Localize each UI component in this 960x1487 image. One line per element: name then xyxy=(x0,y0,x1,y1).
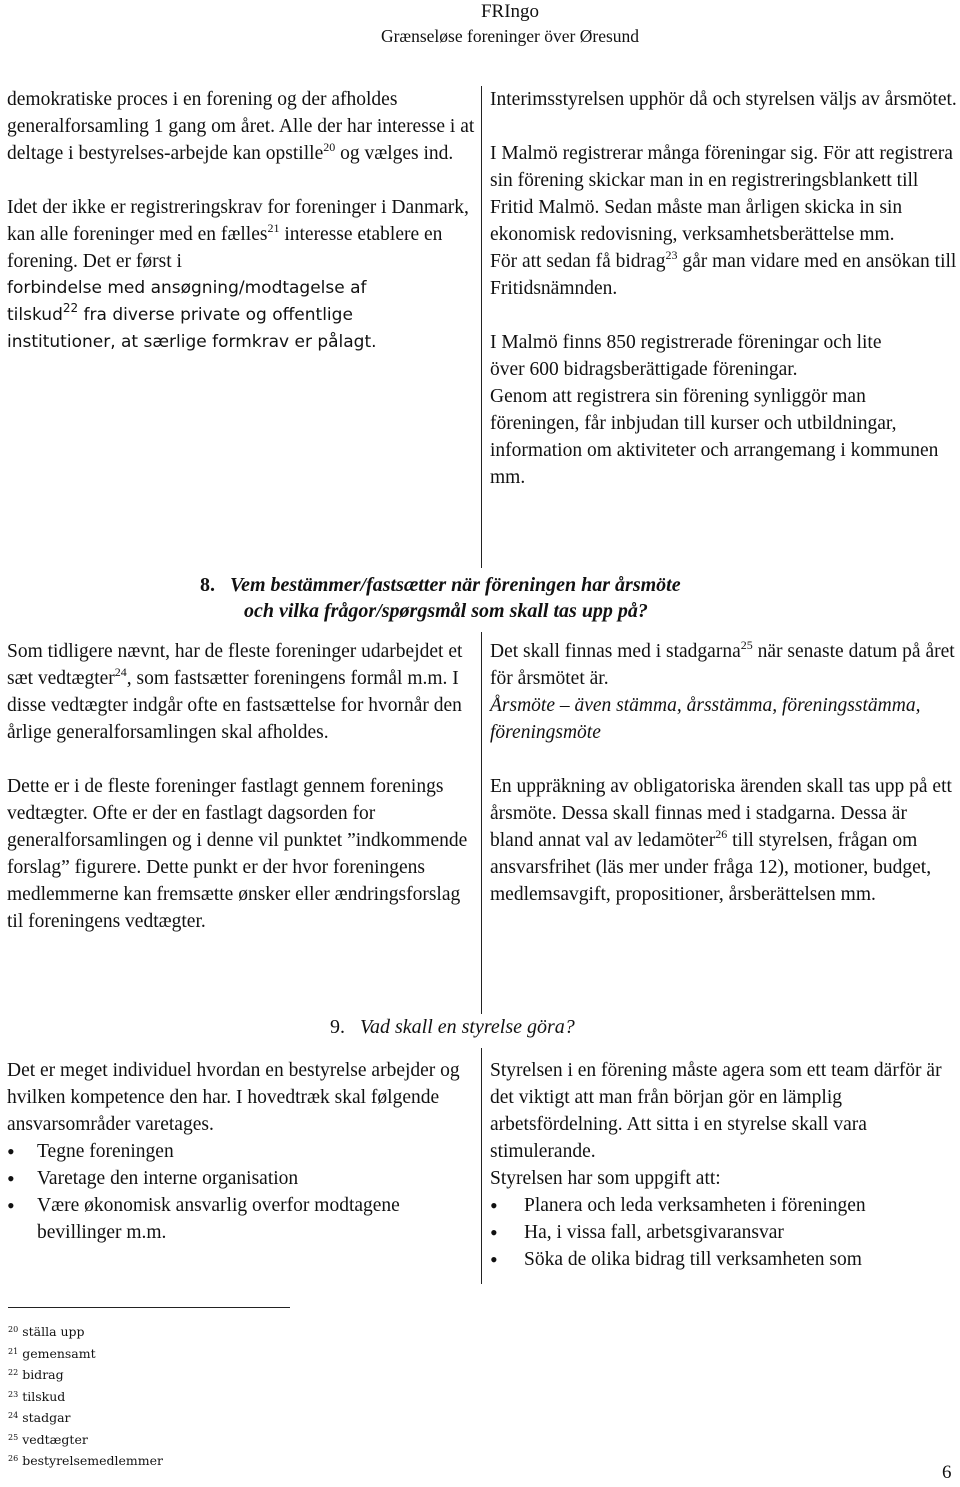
paragraph: Dette er i de fleste foreninger fastlagt gennem forenings vedtægter. Ofte er der en fastlagt dagsorden for generalforsamlingen og i denne vil punktet ”indkommende forslag” figurere. Dette punkt er der hvor foreningens medlemmerne kan fremsætte ønsker eller ændringsforslag til foreningens vedtægter. xyxy=(7,776,468,932)
paragraph: En uppräkning av obligatoriska ärenden skall tas upp på ett årsmöte. Dessa skall finnas med i stadgarna. Dessa är bland annat val av ledamöter$^{26}$ till styrelsen, frågan om ansvarsfrihet (läs mer under fråga 12), motioner, budget, medlemsavgift, propositioner, årsberättelsen mm. xyxy=(490,776,952,905)
section-9-heading xyxy=(330,1014,575,1040)
list-item: • Tegne foreningen xyxy=(7,1138,477,1165)
col1-bot xyxy=(7,1057,477,1246)
list-item: • Söka de olika bidrag till verksamheten som xyxy=(490,1246,955,1273)
header-subtitle: Grænseløse foreninger över Øresund xyxy=(380,26,640,46)
col1-top xyxy=(7,86,475,356)
paragraph: Genom att registrera sin förening synliggör man föreningen, får inbjudan till kurser och utbildningar, information om aktiviteter och arrangemang i kommunen mm. xyxy=(490,386,939,488)
footnote: $^{26}$ bestyrelsemedlemmer xyxy=(8,1453,163,1468)
paragraph: Årsmöte – även stämma, årsstämma, föreningsstämma, föreningsmöte xyxy=(490,695,921,743)
list-item: • Varetage den interne organisation xyxy=(7,1165,477,1192)
paragraph: Styrelsen har som uppgift att: xyxy=(490,1168,721,1189)
paragraph: Det er meget individuel hvordan en bestyrelse arbejder og hvilken kompetence den har. I hovedtræk skal følgende ansvarsområder varetages. xyxy=(7,1060,460,1135)
paragraph: över 600 bidragsberättigade föreningar. xyxy=(490,359,798,380)
page-number: 6 xyxy=(942,1462,952,1483)
footnote: $^{22}$ bidrag xyxy=(8,1367,64,1382)
column-divider-top xyxy=(481,86,482,568)
paragraph: Det skall finnas med i stadgarna$^{25}$ när senaste datum på året för årsmötet är. xyxy=(490,638,955,689)
paragraph: Som tidligere nævnt, har de fleste foreninger udarbejdet et sæt vedtægter$^{24}$, som fastsætter foreningens formål m.m. I disse vedtægter indgår ofte en fastsættelse for hvornår den årlige generalforsamlingen skal afholdes. xyxy=(7,641,463,743)
bullet-list xyxy=(7,1138,477,1246)
col1-mid xyxy=(7,638,477,935)
footnote: $^{23}$ tilskud xyxy=(8,1388,66,1404)
paragraph: tilskud$^{22}$ fra diverse private og offentlige xyxy=(7,301,353,325)
paragraph: forbindelse med ansøgning/modtagelse af xyxy=(7,278,367,298)
section-title: Vad skall en styrelse göra? xyxy=(360,1016,575,1038)
list-item: • Være økonomisk ansvarlig overfor modtagene bevillinger m.m. xyxy=(7,1192,477,1246)
paragraph: För att sedan få bidrag$^{23}$ går man vidare med en ansökan till Fritidsnämnden. xyxy=(490,248,957,299)
page-header xyxy=(300,1,720,47)
footnote-rule xyxy=(8,1307,290,1308)
section-8-heading: 8. Vem bestämmer/fastsætter när föreningen har årsmöte och vilka frågor/spørgsmål som skall tas upp på? xyxy=(200,574,681,622)
paragraph: Styrelsen i en förening måste agera som ett team därför är det viktigt att man från början gör en lämplig arbetsfördelning. Att sitta i en styrelse skall vara stimulerande. xyxy=(490,1060,942,1162)
section-number: 8. xyxy=(200,574,215,596)
footnote: $^{24}$ stadgar xyxy=(8,1410,71,1425)
paragraph: demokratiske proces i en forening og der afholdes generalforsamling 1 gang om året. Alle der har interesse i at deltage i bestyrelses-arbejde kan opstille$^{20}$ og vælges ind. xyxy=(7,89,475,164)
paragraph: I Malmö registrerar många föreningar sig. För att registrera sin förening skickar man in en registreringsblankett till Fritid Malmö. Sedan måste man årligen skicka in sin ekonomisk redovisning, verksamhetsberättelse mm. xyxy=(490,143,953,245)
paragraph: Idet der ikke er registreringskrav for foreninger i Danmark, kan alle foreninger med en fælles$^{21}$ interesse etablere en forening. Det er først i xyxy=(7,197,469,272)
col2-mid xyxy=(490,638,955,908)
column-divider-mid xyxy=(481,632,482,1014)
list-item: • Planera och leda verksamheten i föreningen xyxy=(490,1192,955,1219)
footnote: $^{25}$ vedtægter xyxy=(8,1431,88,1447)
col2-top xyxy=(490,86,960,491)
footnote: $^{21}$ gemensamt xyxy=(8,1345,96,1361)
col2-bot xyxy=(490,1057,955,1273)
list-item: • Ha, i vissa fall, arbetsgivaransvar xyxy=(490,1219,955,1246)
footnote: $^{20}$ ställa upp xyxy=(8,1324,85,1339)
bullet-list xyxy=(490,1192,955,1273)
paragraph: institutioner, at særlige formkrav er pålagt. xyxy=(7,332,377,352)
footnotes xyxy=(8,1320,163,1471)
header-title: FRIngo xyxy=(480,1,540,22)
paragraph: I Malmö finns 850 registrerade föreningar och lite xyxy=(490,332,882,353)
column-divider-bot xyxy=(481,1048,482,1284)
paragraph: Interimsstyrelsen upphör då och styrelsen väljs av årsmötet. xyxy=(490,89,957,110)
section-number: 9. xyxy=(330,1016,345,1038)
